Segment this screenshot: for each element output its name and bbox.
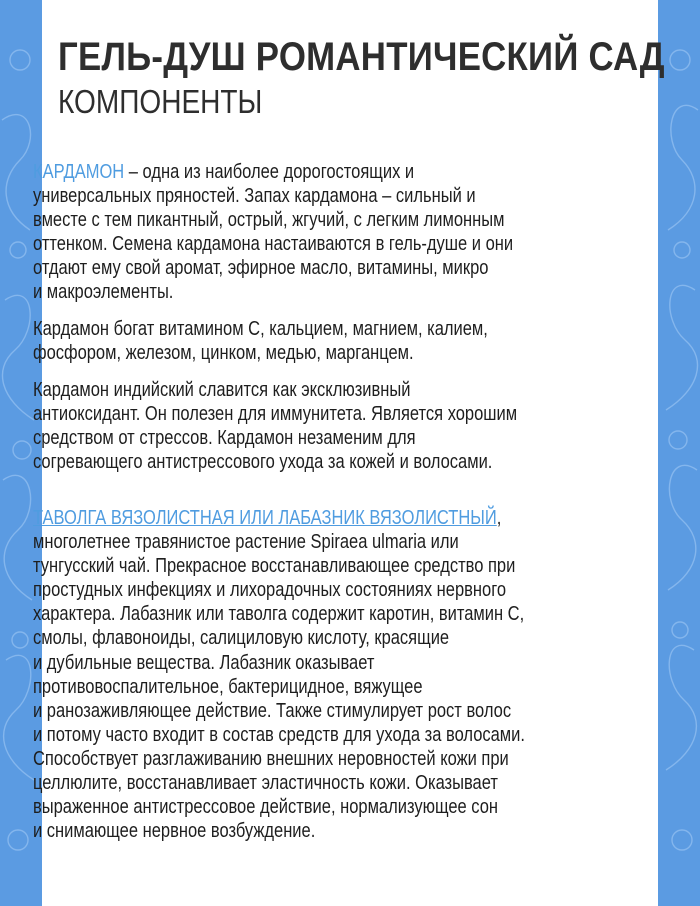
text-line: тунгусский чай. Прекрасное восстанавливающее средство при <box>33 555 516 578</box>
text-line: отдают ему свой аромат, эфирное масло, витамины, микро <box>33 257 489 280</box>
text-line: и потому часто входит в состав средств для ухода за волосами. <box>33 723 525 746</box>
page-title: ГЕЛЬ-ДУШ РОМАНТИЧЕСКИЙ САД <box>58 35 665 79</box>
text-line: многолетнее травянистое растение Spiraea ulmaria или <box>33 531 459 554</box>
text-line: выраженное антистрессовое действие, нормализующее сон <box>33 796 499 819</box>
text-line: средством от стрессов. Кардамон незаменим для <box>33 427 416 450</box>
text-line: и снимающее нервное возбуждение. <box>33 820 316 843</box>
text-line: Кардамон богат витамином С, кальцием, магнием, калием, <box>33 318 488 340</box>
text-line: Кардамон индийский славится как эксклюзивный <box>33 379 411 401</box>
text-line: фосфором, железом, цинком, медью, марганцем. <box>33 342 414 365</box>
text-line: и ранозаживляющее действие. Также стимулирует рост волос <box>33 699 512 722</box>
text-line: характера. Лабазник или таволга содержит каротин, витамин С, <box>33 603 525 626</box>
text-line: согревающего антистрессового ухода за кожей и волосами. <box>33 451 493 474</box>
cardamom-section <box>33 160 578 305</box>
text-line: и дубильные вещества. Лабазник оказывает <box>33 651 375 674</box>
text-line: оттенком. Семена кардамона настаиваются в гель-душе и они <box>33 233 514 256</box>
cardamom-paragraph-2 <box>33 317 578 365</box>
text-line <box>33 506 578 530</box>
cardamom-paragraph-1 <box>33 160 578 305</box>
keyword-suffix: , <box>496 507 502 529</box>
text-line: вместе с тем пикантный, острый, жгучий, с легким лимонным <box>33 209 505 232</box>
text-line: и макроэлементы. <box>33 281 174 304</box>
text-line-content: – одна из наиболее дорогостоящих и <box>128 161 415 183</box>
meadowsweet-section <box>33 506 578 843</box>
text-line: Способствует разглаживанию внешних неровностей кожи при <box>33 747 509 770</box>
text-line: смолы, флавоноиды, салициловую кислоту, красящие <box>33 627 450 650</box>
cardamom-paragraph-3 <box>33 378 578 474</box>
page-subtitle: КОМПОНЕНТЫ <box>58 83 263 120</box>
keyword-meadowsweet: ТАВОЛГА ВЯЗОЛИСТНАЯ ИЛИ ЛАБАЗНИК ВЯЗОЛИСТНЫЙ <box>33 507 497 529</box>
text-line: целлюлите, восстанавливает эластичность кожи. Оказывает <box>33 772 498 795</box>
text-line: антиоксидант. Он полезен для иммунитета. Является хорошим <box>33 403 518 426</box>
keyword-cardamom: КАРДАМОН <box>33 161 125 183</box>
text-line: универсальных пряностей. Запах кардамона – сильный и <box>33 185 476 208</box>
text-line <box>33 160 578 184</box>
text-line: простудных инфекциях и лихорадочных состояниях нервного <box>33 579 507 602</box>
text-line: противовоспалительное, бактерицидное, вяжущее <box>33 675 423 698</box>
